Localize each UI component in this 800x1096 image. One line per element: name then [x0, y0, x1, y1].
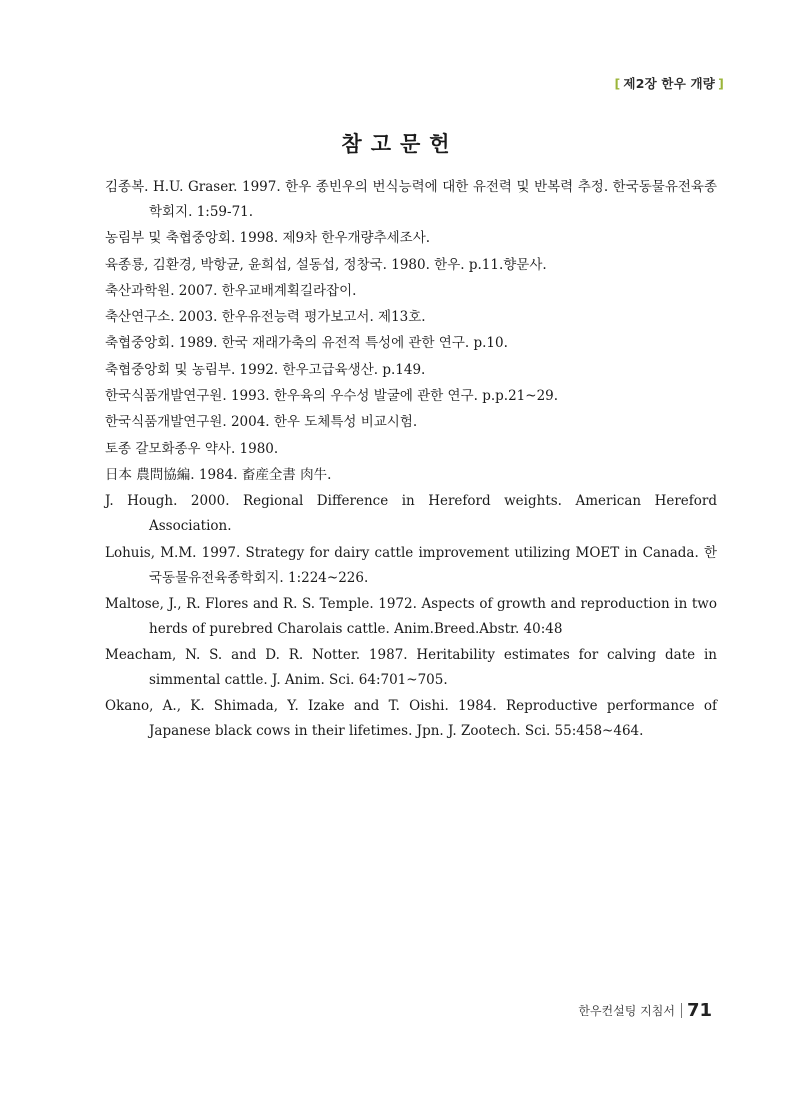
footer-divider — [681, 1003, 682, 1018]
reference-item: 축협중앙회. 1989. 한국 재래가축의 유전적 특성에 관한 연구. p.10. — [105, 335, 508, 352]
reference-item: 토종 갈모화종우 약사. 1980. — [105, 440, 279, 457]
reference-item: J. Hough. 2000. Regional Difference in Hereford weights. American Hereford Association. — [105, 493, 717, 535]
reference-item: 日本 農問協編. 1984. 畜産全書 肉牛. — [105, 466, 332, 483]
reference-item: 한국식품개발연구원. 2004. 한우 도체특성 비교시험. — [105, 414, 418, 431]
reference-item: 육종룡, 김환경, 박항균, 윤희섭, 설동섭, 정창국. 1980. 한우. p.11.향문사. — [105, 256, 547, 273]
reference-item: Lohuis, M.M. 1997. Strategy for dairy cattle improvement utilizing MOET in Canada. 한국동물유전육종학회지. 1:224~226. — [105, 544, 717, 586]
reference-list — [105, 175, 717, 746]
reference-item: 농림부 및 축협중앙회. 1998. 제9차 한우개량추세조사. — [105, 230, 431, 247]
reference-item: Okano, A., K. Shimada, Y. Izake and T. Oishi. 1984. Reproductive performance of Japanese black cows in their lifetimes. Jpn. J. Zootech. Sci. 55:458~464. — [105, 698, 717, 740]
page-footer — [578, 1000, 712, 1021]
reference-item: Meacham, N. S. and D. R. Notter. 1987. Heritability estimates for calving date in simmental cattle. J. Anim. Sci. 64:701~705. — [105, 647, 717, 689]
reference-item: 축산과학원. 2007. 한우교배계획길라잡이. — [105, 282, 357, 299]
chapter-label: 제2장 한우 개량 — [623, 76, 716, 91]
reference-item: 김종복. H.U. Graser. 1997. 한우 종빈우의 번식능력에 대한 유전력 및 반복력 추정. 한국동물유전육종학회지. 1:59-71. — [105, 179, 717, 220]
reference-item: 축산연구소. 2003. 한우유전능력 평가보고서. 제13호. — [105, 309, 426, 326]
reference-item: 한국식품개발연구원. 1993. 한우육의 우수성 발굴에 관한 연구. p.p.21~29. — [105, 388, 559, 405]
page-title: 참고문헌 — [341, 132, 459, 156]
header-close-bracket: ] — [718, 76, 724, 91]
page-number: 71 — [686, 1000, 712, 1021]
chapter-header — [612, 74, 728, 92]
reference-item: 축협중앙회 및 농림부. 1992. 한우고급육생산. p.149. — [105, 361, 426, 378]
reference-item: Maltose, J., R. Flores and R. S. Temple. 1972. Aspects of growth and reproduction in two herds of purebred Charolais cattle. Anim.Breed.Abstr. 40:48 — [105, 595, 717, 637]
header-open-bracket: [ — [614, 76, 621, 91]
footer-book-title: 한우컨설팅 지침서 — [578, 1004, 675, 1018]
